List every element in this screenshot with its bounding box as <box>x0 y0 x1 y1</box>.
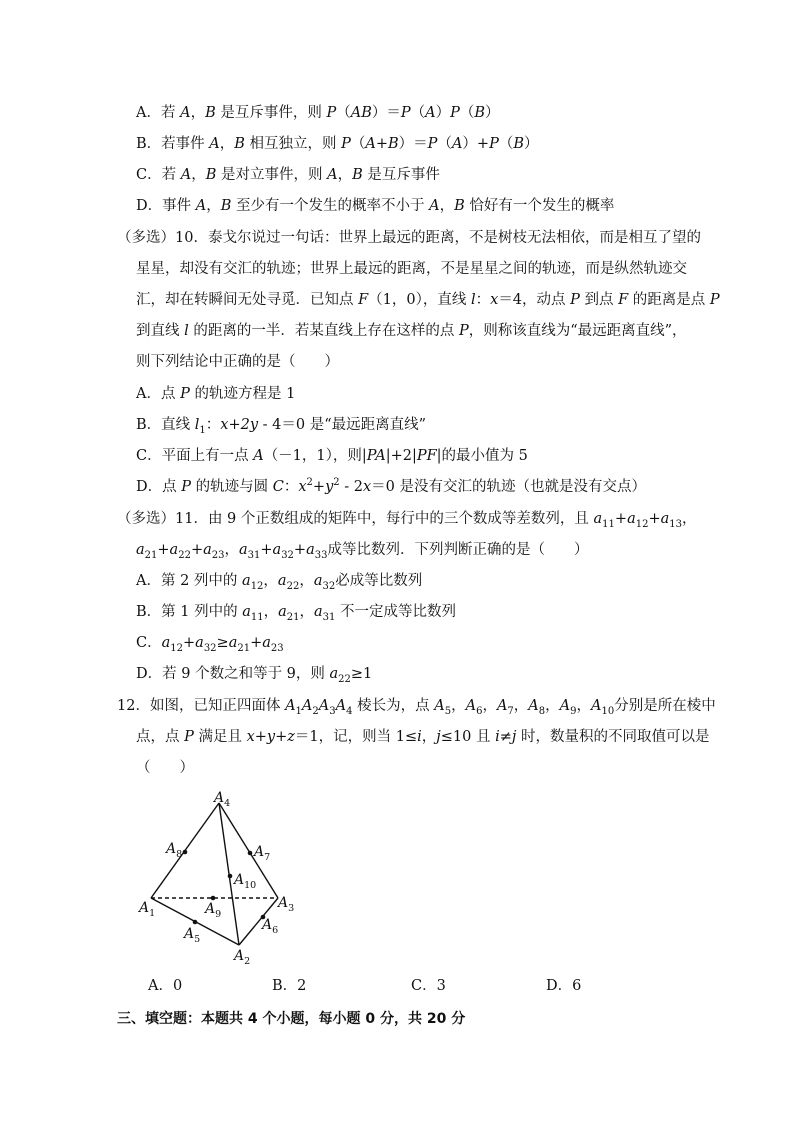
label-a1: $A_1$ <box>139 900 156 919</box>
q11-option-c: C．$a_{12}+a_{32}\ge a_{21}+a_{23}$ <box>136 635 284 654</box>
q11-option-d: D．若 9 个数之和等于 9，则 $a_{22}\ge 1$ <box>136 666 373 685</box>
q12-stem-line-1: 12．如图，已知正四面体 $A_1A_2A_3A_4$ 棱长为，点 $A_5$，$A_6$，$A_7$，$A_8$，$A_9$，$A_{10}$分别是所在棱中 <box>117 698 716 717</box>
label-a5: $A_5$ <box>184 926 201 945</box>
label-a9: $A_9$ <box>205 901 222 920</box>
q12-option-d: D．6 <box>546 978 582 994</box>
q9-option-c: C．若 A，B 是对立事件，则 A，B 是互斥事件 <box>136 167 440 183</box>
q10-stem-line-4: 到直线 l 的距离的一半．若某直线上存在这样的点 P，则称该直线为“最远距离直线”， <box>136 323 687 339</box>
q12-option-c: C．3 <box>411 978 446 994</box>
point-a9 <box>211 896 216 901</box>
q11-option-a: A．第 2 列中的 $a_{12}$，$a_{22}$，$a_{32}$必成等比数列 <box>136 573 423 592</box>
q9-option-a: A．若 A，B 是互斥事件，则 P（AB）＝P（A）P（B） <box>136 105 500 121</box>
q9-option-b: B．若事件 A，B 相互独立，则 P（A+B）＝P（A）+P（B） <box>136 136 539 152</box>
point-a10 <box>228 874 233 879</box>
q11-option-b: B．第 1 列中的 $a_{11}$，$a_{21}$，$a_{31}$ 不一定成等比数列 <box>136 604 456 623</box>
label-a8: $A_8$ <box>166 841 183 860</box>
q10-stem-line-3: 汇，却在转瞬间无处寻觅．已知点 F（1，0），直线 l：x＝4，动点 P 到点 F 的距离是点 P <box>136 292 720 308</box>
edge-a2-a3 <box>239 898 278 945</box>
q9-option-d: D．事件 A，B 至少有一个发生的概率不小于 A，B 恰好有一个发生的概率 <box>136 198 615 214</box>
q10-option-d: D．点 P 的轨迹与圆 C：$x^2+y^2 - 2x=0$ 是没有交汇的轨迹（也就是没有交点） <box>136 477 647 495</box>
q12-stem-line-3: （ ） <box>136 760 194 776</box>
q10-option-c: C．平面上有一点 A（－1，1），则|PA|+2|PF|的最小值为 5 <box>136 448 528 464</box>
section-3-heading: 三、填空题：本题共 4 个小题，每小题 0 分，共 20 分 <box>117 1011 466 1027</box>
q11-stem-line-1: （多选）11．由 9 个正数组成的矩阵中，每行中的三个数成等差数列，且 $a_{11}+a_{12}+a_{13}$， <box>117 511 697 530</box>
q10-stem-line-2: 星星，却没有交汇的轨迹；世界上最远的距离，不是星星之间的轨迹，而是纵然轨迹交 <box>136 261 687 277</box>
q10-option-b: B．直线 $l_1$：x+2y - 4＝0 是“最远距离直线” <box>136 417 427 436</box>
label-a3: $A_3$ <box>278 895 295 914</box>
label-a10: $A_{10}$ <box>234 872 257 891</box>
q10-stem-line-1: （多选）10．泰戈尔说过一句话：世界上最远的距离，不是树枝无法相依，而是相互了望的 <box>117 230 701 246</box>
point-a5 <box>193 920 198 925</box>
q11-stem-line-2: $a_{21}+a_{22}+a_{23}$，$a_{31}+a_{32}+a_{33}$成等比数列．下列判断正确的是（ ） <box>136 542 589 561</box>
point-a7 <box>248 851 253 856</box>
label-a4: $A_4$ <box>214 790 231 809</box>
label-a7: $A_7$ <box>254 844 271 863</box>
q12-stem-line-2: 点，点 P 满足且 x+y+z＝1，记，则当 1≤i，j≤10 且 i≠j 时，数量积的不同取值可以是 <box>136 729 710 745</box>
label-a6: $A_6$ <box>262 917 279 936</box>
q12-option-a: A．0 <box>148 978 183 994</box>
q12-option-b: B．2 <box>272 978 307 994</box>
label-a2: $A_2$ <box>234 948 251 967</box>
point-a8 <box>183 850 188 855</box>
q10-stem-line-5: 则下列结论中正确的是（ ） <box>136 354 339 370</box>
q10-option-a: A．点 P 的轨迹方程是 1 <box>136 386 296 402</box>
